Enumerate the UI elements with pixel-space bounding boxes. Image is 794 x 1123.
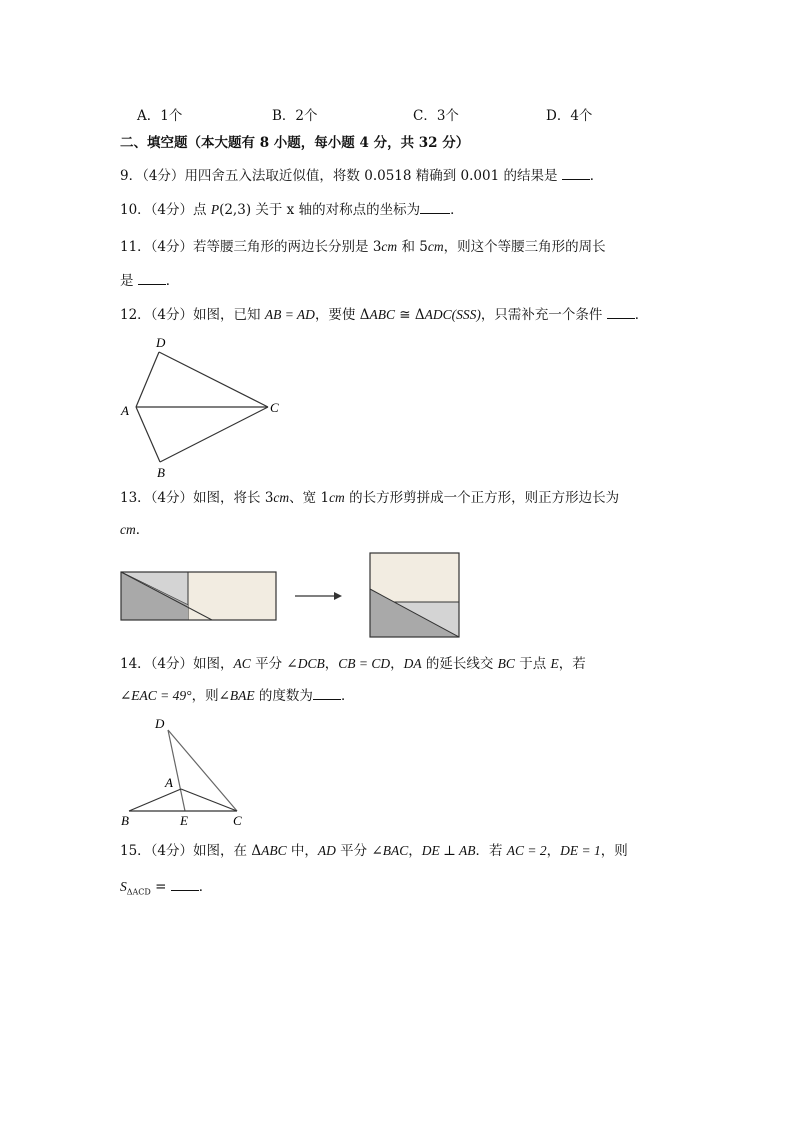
q12-text-4: ，只需补充一个条件 — [480, 307, 603, 323]
q15-end: ． — [198, 879, 213, 895]
q12-text-1: 如图，已知 — [193, 307, 265, 323]
q14-text-5: 的延长线交 — [421, 656, 498, 672]
q11-line2-text: 是 — [120, 273, 134, 289]
q14-math-4: DA — [403, 656, 422, 671]
q15-area-subscript: ΔACD — [126, 887, 151, 897]
q13-text-2: 、宽 1 — [289, 490, 330, 506]
question-15 — [120, 842, 628, 860]
q14-math-5: BC — [497, 656, 515, 671]
q14-label-c: C — [233, 813, 242, 828]
q15-equals: = — [150, 879, 167, 895]
q14-label-e: E — [180, 813, 188, 828]
q12-math-3: ADC(SSS) — [424, 307, 481, 322]
q13-line2-end: ． — [135, 522, 150, 538]
q14-text-7: ，若 — [558, 656, 586, 672]
q12-label-b: B — [157, 465, 165, 480]
q12-text-2: ，要使 Δ — [314, 307, 370, 323]
q9-number: 9．（4分） — [120, 168, 185, 184]
q14-segment-de — [168, 730, 185, 811]
q14-text-2: 平分 ∠ — [250, 656, 298, 672]
q13-unit-2: cm — [329, 490, 345, 505]
q15-text-2: 中， — [286, 843, 318, 859]
q10-end: ． — [450, 202, 464, 218]
q15-math-3: BAC — [382, 843, 409, 858]
q14-math-6: E — [550, 656, 559, 671]
q14-math-2: DCB — [297, 656, 325, 671]
option-a: A．1个 — [137, 108, 183, 124]
q15-number: 15．（4分） — [120, 843, 194, 859]
q14-text-4: ， — [390, 656, 404, 672]
q13-unit-1: cm — [273, 490, 290, 505]
q14-math-1: AC — [233, 656, 251, 671]
q12-end: ． — [634, 307, 649, 323]
question-15-line-2 — [120, 877, 212, 902]
q12-label-d: D — [156, 335, 166, 350]
q14-end: ． — [340, 688, 355, 704]
q14-text-1: 如图， — [193, 656, 234, 672]
q14-line2-angle: ∠EAC = 49° — [120, 688, 192, 703]
q15-math-6: DE = 1 — [560, 843, 601, 858]
q14-line2-angle-2: BAE — [229, 688, 255, 703]
q15-blank — [171, 877, 199, 891]
q14-text-6: 于点 — [514, 656, 551, 672]
q10-number: 10．（4分） — [120, 202, 194, 218]
q15-text-6: ， — [546, 843, 561, 859]
option-d: D．4个 — [546, 108, 593, 124]
option-c: C．3个 — [413, 108, 459, 124]
q15-text-7: ，则 — [600, 843, 628, 859]
q14-segment-dc — [168, 730, 237, 811]
q12-math-1: AB = AD — [264, 307, 315, 322]
q12-number: 12．（4分） — [120, 307, 194, 323]
q11-text-1: 若等腰三角形的两边长分别是 3 — [193, 239, 382, 255]
q14-math-3: CB = CD — [338, 656, 391, 671]
q13-text-3: 的长方形剪拼成一个正方形，则正方形边长为 — [344, 490, 620, 506]
q14-text-3: ， — [324, 656, 339, 672]
q15-area-symbol: S — [120, 879, 127, 894]
q15-math-5: AC = 2 — [506, 843, 547, 858]
q14-number: 14．（4分） — [120, 656, 194, 672]
q15-text-3: 平分 ∠ — [335, 843, 383, 859]
q9-text: 用四舍五入法取近似值，将数 0.0518 精确到 0.001 的结果是 — [184, 168, 558, 184]
q14-segment-ac — [181, 789, 237, 811]
q13-line2-unit: cm — [120, 522, 136, 537]
q11-text-2: 和 5 — [397, 239, 428, 255]
q12-text-3: ≅ Δ — [394, 307, 425, 323]
q14-label-a: A — [165, 775, 173, 790]
option-b: B．2个 — [272, 108, 318, 124]
q12-math-2: ABC — [369, 307, 395, 322]
q15-text-4: ， — [408, 843, 422, 859]
q14-line2-text-2: 的度数为 — [254, 688, 313, 704]
q10-point: P — [210, 202, 220, 217]
q11-unit-1: cm — [381, 239, 398, 254]
q13-text-1: 如图，将长 3 — [193, 490, 274, 506]
q14-label-d: D — [155, 716, 165, 731]
q12-label-c: C — [270, 400, 279, 415]
q12-label-a: A — [121, 403, 129, 418]
q11-unit-2: cm — [427, 239, 444, 254]
q11-text-3: ，则这个等腰三角形的周长 — [443, 239, 606, 255]
q14-label-b: B — [121, 813, 129, 828]
q14-segment-ba — [129, 789, 181, 811]
q11-end: ． — [165, 273, 180, 289]
q13-number: 13．（4分） — [120, 490, 194, 506]
q9-end: ． — [589, 168, 604, 184]
q10-text-1: 点 — [193, 202, 211, 218]
section-title: 二、填空题（本大题有 8 小题，每小题 4 分，共 32 分） — [120, 135, 470, 151]
q10-text-2: (2,3) 关于 x 轴的对称点的坐标为 — [219, 202, 421, 218]
q15-text-5: ．若 — [475, 843, 507, 859]
q15-math-2: AD — [317, 843, 336, 858]
q15-text-1: 如图，在 Δ — [193, 843, 262, 859]
q11-number: 11．（4分） — [120, 239, 194, 255]
q14-line2-text: ，则∠ — [191, 688, 230, 704]
q15-math-4: DE ⊥ AB — [421, 843, 476, 858]
q15-math-1: ABC — [261, 843, 287, 858]
